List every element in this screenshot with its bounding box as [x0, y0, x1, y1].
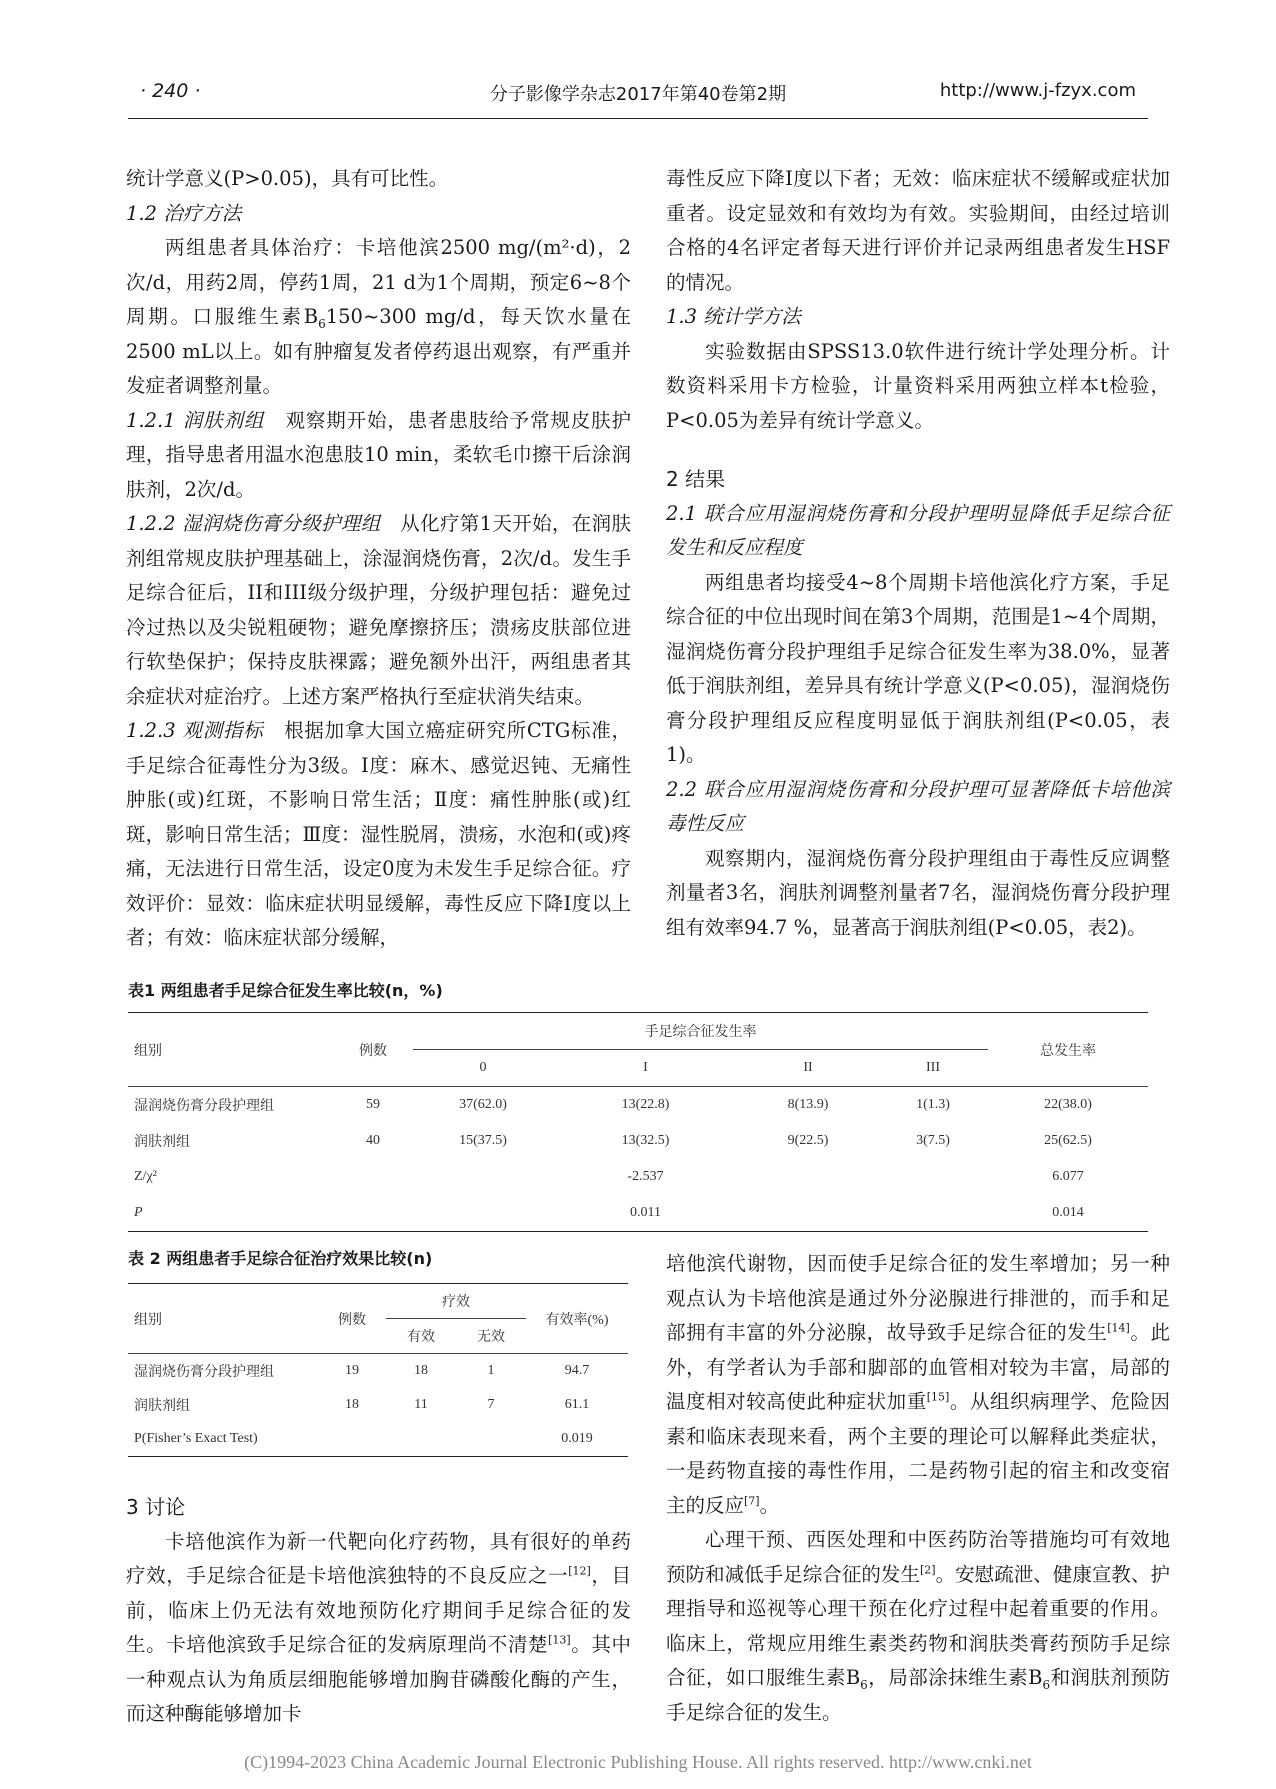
table1-header-hfs: 手足综合征发生率 — [413, 1013, 988, 1050]
right-column — [666, 162, 1170, 945]
table1-header-n: 例数 — [333, 1013, 413, 1087]
table1-header-group: 组别 — [128, 1013, 333, 1087]
paragraph: 卡培他滨作为新一代靶向化疗药物，具有很好的单药疗效，手足综合征是卡培他滨独特的不良反应之一[12]，目前，临床上仍无法有效地预防化疗期间手足综合征的发生。卡培他滨致手足综合征的发病原理尚不清楚[13]。其中一种观点认为角质层细胞能够增加胸苷磷酸化酶的产生，而这种酶能够增加卡 — [126, 1529, 631, 1725]
table-row: 润肤剂组 18 11 7 61.1 — [134, 1397, 590, 1414]
subsection-heading: 1.2.1 润肤剂组 — [126, 408, 265, 432]
table-row: 湿润烧伤膏分段护理组 19 18 1 94.7 — [134, 1363, 590, 1380]
table1-caption: 表1 两组患者手足综合征发生率比较(n，%) — [128, 981, 443, 1000]
copyright-footer: (C)1994-2023 China Academic Journal Electronic Publishing House. All rights reserved. http://www.cnki.net — [244, 1752, 1032, 1772]
paragraph: 1.2.1 润肤剂组 观察期开始，患者患肢给予常规皮肤护理，指导患者用温水泡患肢10 min，柔软毛巾擦干后涂润肤剂，2次/d。 — [126, 408, 631, 501]
table1 — [128, 1012, 1148, 1232]
journal-title: 分子影像学杂志2017年第40卷第2期 — [489, 84, 787, 105]
table2-header-no: 无效 — [456, 1319, 526, 1354]
table1-header-grade: III — [878, 1050, 988, 1087]
table2-header-yes: 有效 — [386, 1319, 456, 1354]
paragraph: 心理干预、西医处理和中医药防治等措施均可有效地预防和减低手足综合征的发生[2]。安慰疏泄、健康宣教、护理指导和巡视等心理干预在化疗过程中起着重要的作用。临床上，常规应用维生素类药物和润肤类膏药预防手足综合征，如口服维生素$B_6$，局部涂抹维生素$B_6$和润肤剂预防手足综合征的发生。 — [666, 1528, 1170, 1724]
section-heading: 1.2 治疗方法 — [126, 201, 242, 225]
table2-header-rate: 有效率(%) — [526, 1284, 628, 1354]
table2 — [128, 1283, 628, 1457]
section-heading: 2 结果 — [666, 467, 726, 491]
table2-header-n: 例数 — [318, 1284, 386, 1354]
table-row: P 0.011 0.014 — [134, 1205, 1084, 1220]
table-row: 润肤剂组 40 15(37.5) 13(32.5) 9(22.5) 3(7.5) 25(62.5) — [134, 1133, 1092, 1150]
table-row: P(Fisher’s Exact Test) 0.019 — [134, 1431, 593, 1446]
paragraph: 观察期内，湿润烧伤膏分段护理组由于毒性反应调整剂量者3名，润肤剂调整剂量者7名，湿润烧伤膏分段护理组有效率94.7 %，显著高于润肤剂组(P<0.05，表2)。 — [666, 846, 1170, 939]
discussion-right — [666, 1247, 1170, 1730]
paragraph: 实验数据由SPSS13.0软件进行统计学处理分析。计数资料采用卡方检验，计量资料采用两独立样本t检验，P<0.05为差异有统计学意义。 — [666, 339, 1170, 432]
page-number: · 240 · — [140, 80, 201, 102]
paragraph: 统计学意义(P>0.05)，具有可比性。 — [126, 167, 449, 190]
header-rule — [128, 118, 1148, 119]
page-header — [0, 74, 1276, 114]
table2-header-eff: 疗效 — [386, 1284, 526, 1319]
paragraph: 两组患者具体治疗：卡培他滨2500 mg/(m²·d)，2次/d，用药2周，停药1周，21 d为1个周期，预定6~8个周期。口服维生素$B_6150\sim 300$ mg/d，每天饮水量在2500 mL以上。如有肿瘤复发者停药退出观察，有严重并发症者调整剂量。 — [126, 236, 631, 397]
subsection-heading: 1.2.2 湿润烧伤膏分级护理组 — [126, 512, 381, 535]
paragraph: 两组患者均接受4~8个周期卡培他滨化疗方案，手足综合征的中位出现时间在第3个周期，范围是1~4个周期，湿润烧伤膏分段护理组手足综合征发生率为38.0%，显著低于润肤剂组，差异具有统计学意义(P<0.05)，湿润烧伤膏分段护理组反应程度明显低于润肤剂组(P<0.05，表1)。 — [666, 570, 1170, 766]
section-heading: 3 讨论 — [126, 1495, 186, 1519]
table2-header-group: 组别 — [128, 1284, 318, 1354]
table1-header-total: 总发生率 — [988, 1013, 1148, 1087]
paragraph: 培他滨代谢物，因而使手足综合征的发生率增加；另一种观点认为卡培他滨是通过外分泌腺进行排泄的，而手和足部拥有丰富的外分泌腺，故导致手足综合征的发生[14]。此外，有学者认为手部和脚部的血管相对较为丰富，局部的温度相对较高使此种症状加重[15]。从组织病理学、危险因素和临床表现来看，两个主要的理论可以解释此类症状，一是药物直接的毒性作用，二是药物引起的宿主和改变宿主的反应[7]。 — [666, 1252, 1170, 1517]
journal-url[interactable]: http://www.j-fzyx.com — [939, 80, 1136, 101]
table-row: Z/χ² -2.537 6.077 — [134, 1169, 1084, 1184]
table2-caption: 表 2 两组患者手足综合征治疗效果比较(n) — [128, 1249, 433, 1268]
subsection-heading: 1.2.3 观测指标 — [126, 719, 264, 742]
table1-header-grade: II — [738, 1050, 878, 1087]
subsection-heading: 2.2 联合应用湿润烧伤膏和分段护理可显著降低卡培他滨毒性反应 — [666, 777, 1170, 835]
table-row: 湿润烧伤膏分段护理组 59 37(62.0) 13(22.8) 8(13.9) 1(1.3) 22(38.0) — [134, 1097, 1092, 1114]
section-heading: 1.3 统计学方法 — [666, 305, 801, 328]
table1-header-grade: 0 — [413, 1050, 553, 1087]
table1-header-grade: I — [553, 1050, 738, 1087]
subsection-heading: 2.1 联合应用湿润烧伤膏和分段护理明显降低手足综合征发生和反应程度 — [666, 501, 1170, 559]
paragraph: 1.2.2 湿润烧伤膏分级护理组 从化疗第1天开始，在润肤剂组常规皮肤护理基础上，涂湿润烧伤膏，2次/d。发生手足综合征后，II和III级分级护理，分级护理包括：避免过冷过热以及尖锐粗硬物；避免摩擦挤压；溃疡皮肤部位进行软垫保护；保持皮肤裸露；避免额外出汗，两组患者其余症状对症治疗。上述方案严格执行至症状消失结束。 — [126, 512, 631, 708]
discussion-left — [126, 1490, 631, 1732]
paragraph: 毒性反应下降Ⅰ度以下者；无效：临床症状不缓解或症状加重者。设定显效和有效均为有效。实验期间，由经过培训合格的4名评定者每天进行评价并记录两组患者发生HSF的情况。 — [666, 167, 1170, 294]
left-column — [126, 162, 631, 956]
paragraph: 1.2.3 观测指标 根据加拿大国立癌症研究所CTG标准，手足综合征毒性分为3级。Ⅰ度：麻木、感觉迟钝、无痛性肿胀(或)红斑，不影响日常生活；Ⅱ度：痛性肿胀(或)红斑，影响日常生活；Ⅲ度：湿性脱屑，溃疡，水泡和(或)疼痛，无法进行日常生活，设定0度为未发生手足综合征。疗效评价：显效：临床症状明显缓解，毒性反应下降Ⅰ度以上者；有效：临床症状部分缓解， — [126, 719, 631, 949]
